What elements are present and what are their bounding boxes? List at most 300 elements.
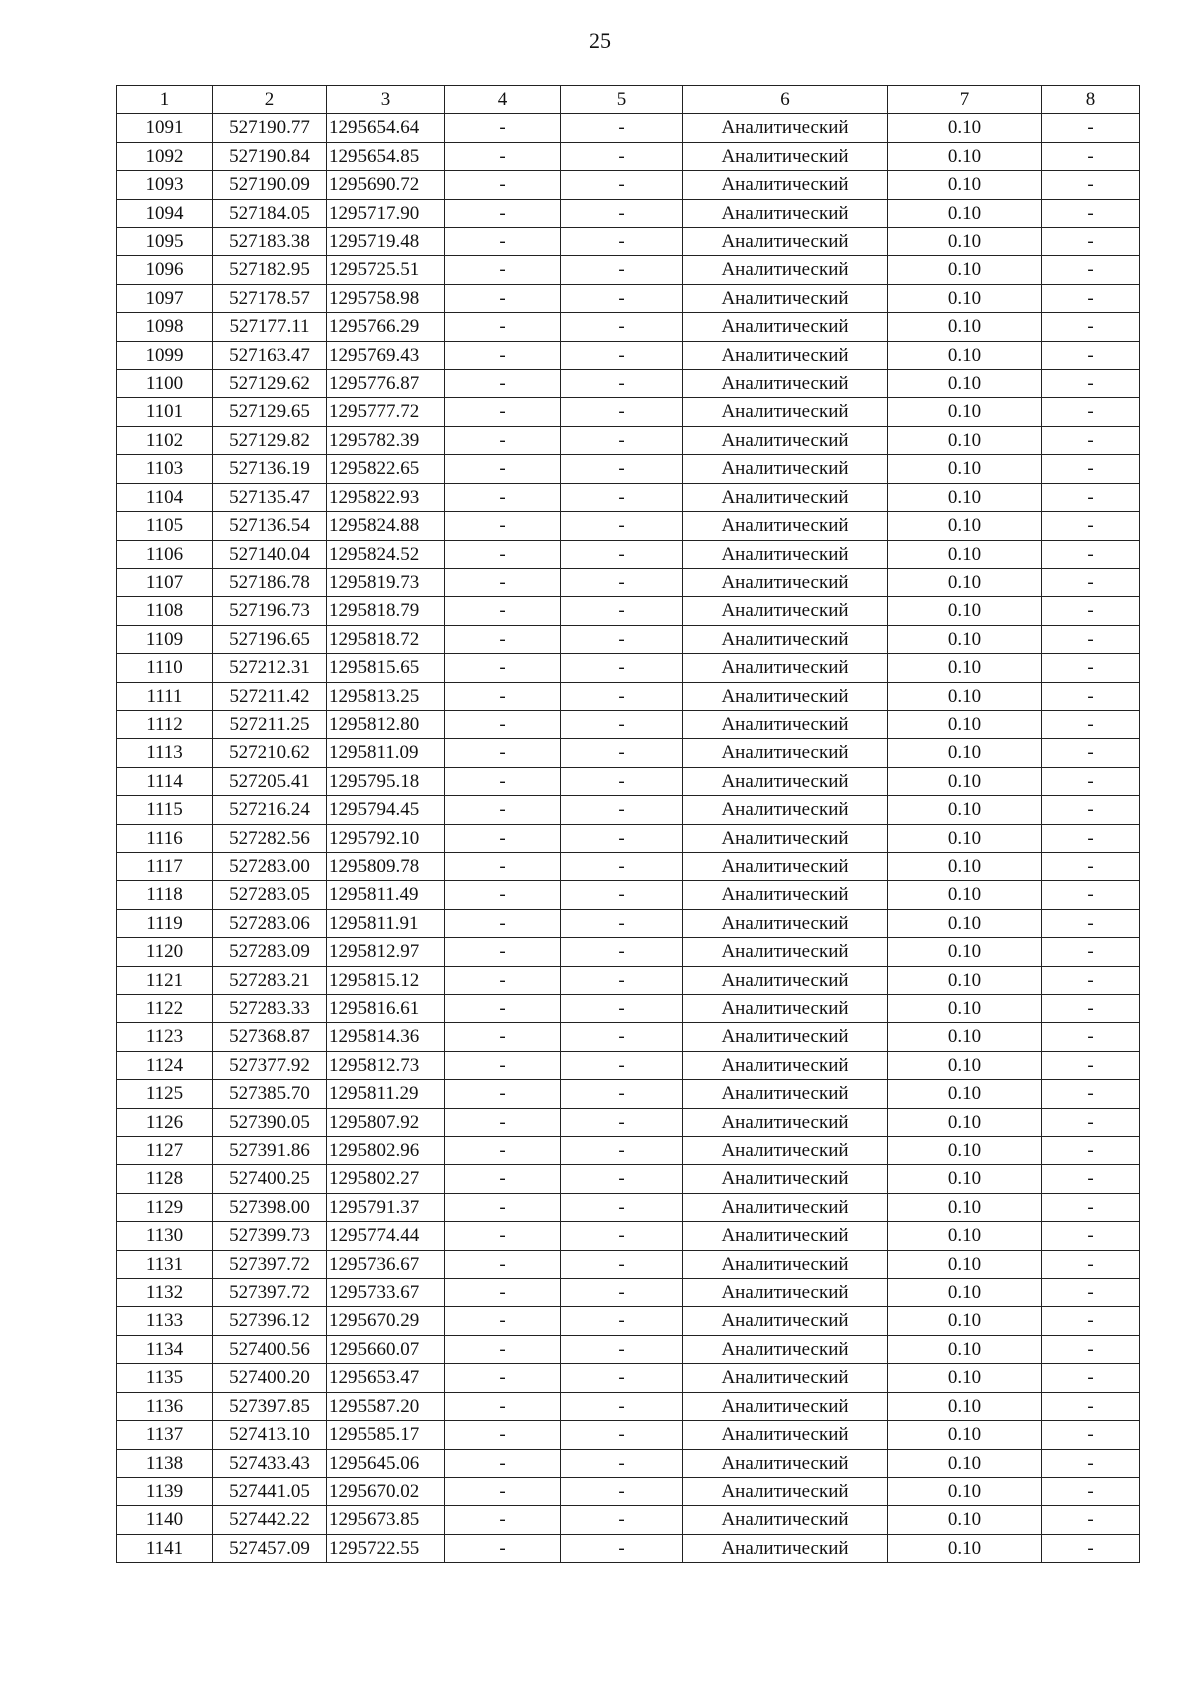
method-cell: Аналитический — [683, 313, 888, 341]
point-number-cell: 1132 — [117, 1279, 213, 1307]
table-row — [117, 909, 1140, 937]
accuracy-cell: 0.10 — [888, 1222, 1042, 1250]
point-number-cell: 1135 — [117, 1364, 213, 1392]
point-number-cell: 1098 — [117, 313, 213, 341]
point-number-cell: 1130 — [117, 1222, 213, 1250]
column-5-cell: - — [561, 1364, 683, 1392]
method-cell: Аналитический — [683, 739, 888, 767]
point-number-cell: 1137 — [117, 1421, 213, 1449]
column-5-cell: - — [561, 284, 683, 312]
method-cell: Аналитический — [683, 995, 888, 1023]
column-5-cell: - — [561, 739, 683, 767]
x-coordinate-cell: 527212.31 — [213, 654, 327, 682]
column-4-cell: - — [445, 1449, 561, 1477]
table-row — [117, 1279, 1140, 1307]
column-8-cell: - — [1042, 341, 1140, 369]
accuracy-cell: 0.10 — [888, 710, 1042, 738]
accuracy-cell: 0.10 — [888, 625, 1042, 653]
point-number-cell: 1109 — [117, 625, 213, 653]
accuracy-cell: 0.10 — [888, 824, 1042, 852]
column-5-cell: - — [561, 540, 683, 568]
column-5-cell: - — [561, 1477, 683, 1505]
column-8-cell: - — [1042, 512, 1140, 540]
column-header: 2 — [213, 86, 327, 114]
point-number-cell: 1127 — [117, 1137, 213, 1165]
point-number-cell: 1100 — [117, 370, 213, 398]
x-coordinate-cell: 527413.10 — [213, 1421, 327, 1449]
column-8-cell: - — [1042, 852, 1140, 880]
column-4-cell: - — [445, 256, 561, 284]
table-row — [117, 398, 1140, 426]
method-cell: Аналитический — [683, 1193, 888, 1221]
method-cell: Аналитический — [683, 1108, 888, 1136]
column-5-cell: - — [561, 398, 683, 426]
method-cell: Аналитический — [683, 1023, 888, 1051]
point-number-cell: 1110 — [117, 654, 213, 682]
x-coordinate-cell: 527283.05 — [213, 881, 327, 909]
y-coordinate-cell: 1295802.27 — [327, 1165, 445, 1193]
table-row — [117, 966, 1140, 994]
table-row — [117, 341, 1140, 369]
x-coordinate-cell: 527210.62 — [213, 739, 327, 767]
column-4-cell: - — [445, 1307, 561, 1335]
column-4-cell: - — [445, 796, 561, 824]
column-4-cell: - — [445, 370, 561, 398]
x-coordinate-cell: 527190.77 — [213, 114, 327, 142]
column-8-cell: - — [1042, 1023, 1140, 1051]
y-coordinate-cell: 1295802.96 — [327, 1137, 445, 1165]
column-8-cell: - — [1042, 199, 1140, 227]
table-row — [117, 1193, 1140, 1221]
column-4-cell: - — [445, 966, 561, 994]
column-5-cell: - — [561, 313, 683, 341]
column-4-cell: - — [445, 682, 561, 710]
point-number-cell: 1094 — [117, 199, 213, 227]
coordinates-table — [116, 85, 1140, 1563]
method-cell: Аналитический — [683, 852, 888, 880]
y-coordinate-cell: 1295812.73 — [327, 1051, 445, 1079]
y-coordinate-cell: 1295813.25 — [327, 682, 445, 710]
y-coordinate-cell: 1295654.85 — [327, 142, 445, 170]
column-4-cell: - — [445, 597, 561, 625]
point-number-cell: 1118 — [117, 881, 213, 909]
table-row — [117, 654, 1140, 682]
y-coordinate-cell: 1295824.88 — [327, 512, 445, 540]
x-coordinate-cell: 527140.04 — [213, 540, 327, 568]
y-coordinate-cell: 1295794.45 — [327, 796, 445, 824]
column-8-cell: - — [1042, 995, 1140, 1023]
column-5-cell: - — [561, 710, 683, 738]
column-4-cell: - — [445, 1392, 561, 1420]
column-4-cell: - — [445, 995, 561, 1023]
column-4-cell: - — [445, 483, 561, 511]
method-cell: Аналитический — [683, 199, 888, 227]
point-number-cell: 1134 — [117, 1335, 213, 1363]
accuracy-cell: 0.10 — [888, 228, 1042, 256]
x-coordinate-cell: 527457.09 — [213, 1534, 327, 1562]
y-coordinate-cell: 1295782.39 — [327, 426, 445, 454]
column-5-cell: - — [561, 881, 683, 909]
method-cell: Аналитический — [683, 909, 888, 937]
column-8-cell: - — [1042, 483, 1140, 511]
table-row — [117, 114, 1140, 142]
column-5-cell: - — [561, 1307, 683, 1335]
column-4-cell: - — [445, 455, 561, 483]
point-number-cell: 1108 — [117, 597, 213, 625]
y-coordinate-cell: 1295812.97 — [327, 938, 445, 966]
column-4-cell: - — [445, 909, 561, 937]
y-coordinate-cell: 1295811.29 — [327, 1080, 445, 1108]
column-8-cell: - — [1042, 228, 1140, 256]
method-cell: Аналитический — [683, 1165, 888, 1193]
table-row — [117, 1165, 1140, 1193]
point-number-cell: 1136 — [117, 1392, 213, 1420]
x-coordinate-cell: 527397.72 — [213, 1250, 327, 1278]
accuracy-cell: 0.10 — [888, 1279, 1042, 1307]
accuracy-cell: 0.10 — [888, 455, 1042, 483]
table-row — [117, 1250, 1140, 1278]
x-coordinate-cell: 527183.38 — [213, 228, 327, 256]
y-coordinate-cell: 1295653.47 — [327, 1364, 445, 1392]
y-coordinate-cell: 1295719.48 — [327, 228, 445, 256]
table-body — [117, 114, 1140, 1563]
column-4-cell: - — [445, 1193, 561, 1221]
column-4-cell: - — [445, 1222, 561, 1250]
y-coordinate-cell: 1295819.73 — [327, 568, 445, 596]
column-5-cell: - — [561, 199, 683, 227]
method-cell: Аналитический — [683, 1364, 888, 1392]
x-coordinate-cell: 527397.72 — [213, 1279, 327, 1307]
point-number-cell: 1097 — [117, 284, 213, 312]
column-8-cell: - — [1042, 370, 1140, 398]
column-5-cell: - — [561, 1449, 683, 1477]
point-number-cell: 1101 — [117, 398, 213, 426]
accuracy-cell: 0.10 — [888, 796, 1042, 824]
column-4-cell: - — [445, 512, 561, 540]
method-cell: Аналитический — [683, 483, 888, 511]
table-row — [117, 597, 1140, 625]
point-number-cell: 1124 — [117, 1051, 213, 1079]
table-row — [117, 995, 1140, 1023]
column-8-cell: - — [1042, 1222, 1140, 1250]
x-coordinate-cell: 527390.05 — [213, 1108, 327, 1136]
table-row — [117, 512, 1140, 540]
x-coordinate-cell: 527135.47 — [213, 483, 327, 511]
column-8-cell: - — [1042, 1534, 1140, 1562]
x-coordinate-cell: 527136.19 — [213, 455, 327, 483]
point-number-cell: 1138 — [117, 1449, 213, 1477]
column-5-cell: - — [561, 1051, 683, 1079]
method-cell: Аналитический — [683, 1449, 888, 1477]
point-number-cell: 1123 — [117, 1023, 213, 1051]
table-row — [117, 313, 1140, 341]
column-4-cell: - — [445, 1080, 561, 1108]
column-5-cell: - — [561, 512, 683, 540]
point-number-cell: 1119 — [117, 909, 213, 937]
y-coordinate-cell: 1295736.67 — [327, 1250, 445, 1278]
column-8-cell: - — [1042, 1449, 1140, 1477]
column-5-cell: - — [561, 852, 683, 880]
column-5-cell: - — [561, 568, 683, 596]
point-number-cell: 1112 — [117, 710, 213, 738]
column-4-cell: - — [445, 1534, 561, 1562]
method-cell: Аналитический — [683, 710, 888, 738]
column-5-cell: - — [561, 256, 683, 284]
accuracy-cell: 0.10 — [888, 654, 1042, 682]
accuracy-cell: 0.10 — [888, 852, 1042, 880]
column-5-cell: - — [561, 341, 683, 369]
table-row — [117, 568, 1140, 596]
method-cell: Аналитический — [683, 597, 888, 625]
accuracy-cell: 0.10 — [888, 597, 1042, 625]
point-number-cell: 1105 — [117, 512, 213, 540]
x-coordinate-cell: 527205.41 — [213, 767, 327, 795]
x-coordinate-cell: 527400.20 — [213, 1364, 327, 1392]
column-8-cell: - — [1042, 909, 1140, 937]
x-coordinate-cell: 527283.21 — [213, 966, 327, 994]
column-8-cell: - — [1042, 114, 1140, 142]
column-8-cell: - — [1042, 1364, 1140, 1392]
method-cell: Аналитический — [683, 1477, 888, 1505]
y-coordinate-cell: 1295690.72 — [327, 171, 445, 199]
column-5-cell: - — [561, 1165, 683, 1193]
method-cell: Аналитический — [683, 1250, 888, 1278]
x-coordinate-cell: 527398.00 — [213, 1193, 327, 1221]
x-coordinate-cell: 527282.56 — [213, 824, 327, 852]
table-row — [117, 796, 1140, 824]
method-cell: Аналитический — [683, 654, 888, 682]
column-8-cell: - — [1042, 1137, 1140, 1165]
column-4-cell: - — [445, 881, 561, 909]
y-coordinate-cell: 1295815.65 — [327, 654, 445, 682]
table-row — [117, 540, 1140, 568]
accuracy-cell: 0.10 — [888, 881, 1042, 909]
y-coordinate-cell: 1295585.17 — [327, 1421, 445, 1449]
accuracy-cell: 0.10 — [888, 171, 1042, 199]
accuracy-cell: 0.10 — [888, 1051, 1042, 1079]
x-coordinate-cell: 527283.06 — [213, 909, 327, 937]
method-cell: Аналитический — [683, 426, 888, 454]
method-cell: Аналитический — [683, 824, 888, 852]
column-5-cell: - — [561, 824, 683, 852]
column-4-cell: - — [445, 1051, 561, 1079]
column-4-cell: - — [445, 199, 561, 227]
column-5-cell: - — [561, 1335, 683, 1363]
column-5-cell: - — [561, 1392, 683, 1420]
table-row — [117, 171, 1140, 199]
header-row — [117, 86, 1140, 114]
accuracy-cell: 0.10 — [888, 568, 1042, 596]
column-5-cell: - — [561, 1506, 683, 1534]
accuracy-cell: 0.10 — [888, 199, 1042, 227]
x-coordinate-cell: 527211.42 — [213, 682, 327, 710]
column-5-cell: - — [561, 1279, 683, 1307]
point-number-cell: 1129 — [117, 1193, 213, 1221]
point-number-cell: 1140 — [117, 1506, 213, 1534]
column-8-cell: - — [1042, 654, 1140, 682]
y-coordinate-cell: 1295792.10 — [327, 824, 445, 852]
column-4-cell: - — [445, 739, 561, 767]
x-coordinate-cell: 527377.92 — [213, 1051, 327, 1079]
y-coordinate-cell: 1295654.64 — [327, 114, 445, 142]
point-number-cell: 1095 — [117, 228, 213, 256]
column-5-cell: - — [561, 1080, 683, 1108]
point-number-cell: 1113 — [117, 739, 213, 767]
y-coordinate-cell: 1295795.18 — [327, 767, 445, 795]
method-cell: Аналитический — [683, 1137, 888, 1165]
column-4-cell: - — [445, 1108, 561, 1136]
column-4-cell: - — [445, 284, 561, 312]
y-coordinate-cell: 1295822.93 — [327, 483, 445, 511]
accuracy-cell: 0.10 — [888, 966, 1042, 994]
column-8-cell: - — [1042, 767, 1140, 795]
x-coordinate-cell: 527396.12 — [213, 1307, 327, 1335]
table-row — [117, 625, 1140, 653]
table-row — [117, 1108, 1140, 1136]
column-4-cell: - — [445, 114, 561, 142]
table-row — [117, 881, 1140, 909]
table-row — [117, 824, 1140, 852]
method-cell: Аналитический — [683, 228, 888, 256]
column-5-cell: - — [561, 909, 683, 937]
column-4-cell: - — [445, 767, 561, 795]
table-row — [117, 483, 1140, 511]
accuracy-cell: 0.10 — [888, 1108, 1042, 1136]
table-row — [117, 1335, 1140, 1363]
column-5-cell: - — [561, 796, 683, 824]
x-coordinate-cell: 527400.56 — [213, 1335, 327, 1363]
method-cell: Аналитический — [683, 796, 888, 824]
accuracy-cell: 0.10 — [888, 1392, 1042, 1420]
y-coordinate-cell: 1295807.92 — [327, 1108, 445, 1136]
table-row — [117, 1392, 1140, 1420]
x-coordinate-cell: 527184.05 — [213, 199, 327, 227]
method-cell: Аналитический — [683, 370, 888, 398]
x-coordinate-cell: 527177.11 — [213, 313, 327, 341]
column-4-cell: - — [445, 142, 561, 170]
table-row — [117, 739, 1140, 767]
method-cell: Аналитический — [683, 767, 888, 795]
column-8-cell: - — [1042, 1250, 1140, 1278]
y-coordinate-cell: 1295814.36 — [327, 1023, 445, 1051]
x-coordinate-cell: 527397.85 — [213, 1392, 327, 1420]
column-4-cell: - — [445, 625, 561, 653]
method-cell: Аналитический — [683, 625, 888, 653]
point-number-cell: 1104 — [117, 483, 213, 511]
x-coordinate-cell: 527283.00 — [213, 852, 327, 880]
y-coordinate-cell: 1295791.37 — [327, 1193, 445, 1221]
column-header: 3 — [327, 86, 445, 114]
accuracy-cell: 0.10 — [888, 1165, 1042, 1193]
accuracy-cell: 0.10 — [888, 370, 1042, 398]
table-row — [117, 426, 1140, 454]
column-8-cell: - — [1042, 568, 1140, 596]
x-coordinate-cell: 527399.73 — [213, 1222, 327, 1250]
accuracy-cell: 0.10 — [888, 1193, 1042, 1221]
column-8-cell: - — [1042, 540, 1140, 568]
column-5-cell: - — [561, 625, 683, 653]
y-coordinate-cell: 1295670.29 — [327, 1307, 445, 1335]
y-coordinate-cell: 1295769.43 — [327, 341, 445, 369]
accuracy-cell: 0.10 — [888, 540, 1042, 568]
table-row — [117, 938, 1140, 966]
point-number-cell: 1092 — [117, 142, 213, 170]
y-coordinate-cell: 1295776.87 — [327, 370, 445, 398]
x-coordinate-cell: 527196.65 — [213, 625, 327, 653]
column-header: 5 — [561, 86, 683, 114]
method-cell: Аналитический — [683, 256, 888, 284]
method-cell: Аналитический — [683, 114, 888, 142]
method-cell: Аналитический — [683, 398, 888, 426]
y-coordinate-cell: 1295822.65 — [327, 455, 445, 483]
y-coordinate-cell: 1295818.79 — [327, 597, 445, 625]
method-cell: Аналитический — [683, 142, 888, 170]
column-8-cell: - — [1042, 881, 1140, 909]
y-coordinate-cell: 1295812.80 — [327, 710, 445, 738]
accuracy-cell: 0.10 — [888, 114, 1042, 142]
column-4-cell: - — [445, 228, 561, 256]
table-row — [117, 1051, 1140, 1079]
column-header: 4 — [445, 86, 561, 114]
accuracy-cell: 0.10 — [888, 1307, 1042, 1335]
column-5-cell: - — [561, 682, 683, 710]
column-4-cell: - — [445, 398, 561, 426]
column-4-cell: - — [445, 852, 561, 880]
column-5-cell: - — [561, 370, 683, 398]
x-coordinate-cell: 527441.05 — [213, 1477, 327, 1505]
column-5-cell: - — [561, 1222, 683, 1250]
x-coordinate-cell: 527442.22 — [213, 1506, 327, 1534]
column-8-cell: - — [1042, 1108, 1140, 1136]
x-coordinate-cell: 527129.62 — [213, 370, 327, 398]
column-5-cell: - — [561, 1421, 683, 1449]
column-5-cell: - — [561, 654, 683, 682]
accuracy-cell: 0.10 — [888, 142, 1042, 170]
column-5-cell: - — [561, 995, 683, 1023]
y-coordinate-cell: 1295766.29 — [327, 313, 445, 341]
method-cell: Аналитический — [683, 284, 888, 312]
table-row — [117, 682, 1140, 710]
method-cell: Аналитический — [683, 512, 888, 540]
column-8-cell: - — [1042, 710, 1140, 738]
point-number-cell: 1099 — [117, 341, 213, 369]
accuracy-cell: 0.10 — [888, 1477, 1042, 1505]
point-number-cell: 1093 — [117, 171, 213, 199]
y-coordinate-cell: 1295824.52 — [327, 540, 445, 568]
column-8-cell: - — [1042, 938, 1140, 966]
accuracy-cell: 0.10 — [888, 512, 1042, 540]
column-4-cell: - — [445, 426, 561, 454]
y-coordinate-cell: 1295733.67 — [327, 1279, 445, 1307]
x-coordinate-cell: 527163.47 — [213, 341, 327, 369]
column-8-cell: - — [1042, 1335, 1140, 1363]
x-coordinate-cell: 527186.78 — [213, 568, 327, 596]
column-5-cell: - — [561, 1193, 683, 1221]
accuracy-cell: 0.10 — [888, 1080, 1042, 1108]
y-coordinate-cell: 1295816.61 — [327, 995, 445, 1023]
x-coordinate-cell: 527433.43 — [213, 1449, 327, 1477]
column-8-cell: - — [1042, 313, 1140, 341]
column-8-cell: - — [1042, 284, 1140, 312]
table-row — [117, 1449, 1140, 1477]
y-coordinate-cell: 1295811.09 — [327, 739, 445, 767]
y-coordinate-cell: 1295758.98 — [327, 284, 445, 312]
column-8-cell: - — [1042, 1307, 1140, 1335]
column-4-cell: - — [445, 171, 561, 199]
accuracy-cell: 0.10 — [888, 398, 1042, 426]
table-row — [117, 199, 1140, 227]
point-number-cell: 1126 — [117, 1108, 213, 1136]
